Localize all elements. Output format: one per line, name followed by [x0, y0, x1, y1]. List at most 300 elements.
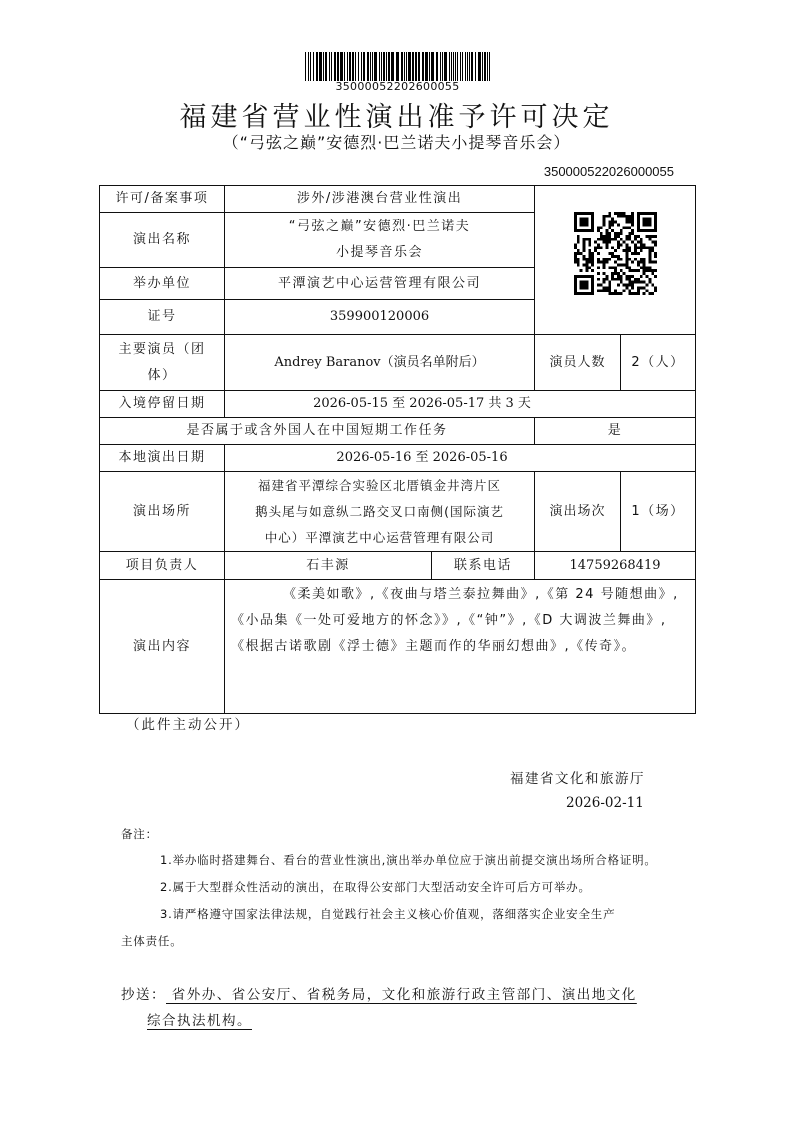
- table-row: [100, 472, 696, 552]
- qr-module: [591, 255, 594, 258]
- barcode-bar: [352, 52, 354, 81]
- qr-module: [576, 261, 579, 264]
- barcode-bar: [308, 52, 309, 81]
- barcode-bar: [471, 52, 473, 81]
- qr-module: [628, 269, 631, 272]
- qr-module: [651, 249, 654, 252]
- qr-module: [596, 272, 599, 275]
- table-row: [100, 391, 696, 418]
- qr-module: [634, 246, 637, 249]
- qr-module: [574, 243, 577, 246]
- qr-module: [599, 238, 602, 241]
- barcode-bar: [460, 52, 461, 81]
- qr-module: [582, 258, 585, 261]
- qr-module: [596, 258, 599, 261]
- barcode-bar: [305, 52, 306, 81]
- qr-module: [636, 269, 639, 272]
- qr-module: [611, 229, 614, 232]
- qr-module: [602, 238, 605, 241]
- qr-module: [594, 249, 597, 252]
- qr-module: [648, 249, 651, 252]
- qr-module: [648, 238, 651, 241]
- venue-label: 演出场所: [100, 472, 225, 552]
- barcode-bar: [449, 52, 450, 81]
- qr-module: [585, 269, 588, 272]
- qr-module: [608, 232, 611, 235]
- show-name-value: [225, 213, 535, 268]
- qr-module: [634, 281, 637, 284]
- qr-module: [605, 286, 608, 289]
- main-performer-value: Andrey Baranov（演员名单附后）: [225, 335, 535, 391]
- barcode-bar: [442, 52, 443, 81]
- qr-module: [602, 286, 605, 289]
- qr-module: [619, 264, 622, 267]
- qr-module: [619, 278, 622, 281]
- qr-module: [654, 243, 657, 246]
- qr-module: [605, 261, 608, 264]
- barcode-bar: [455, 52, 456, 81]
- qr-module: [631, 221, 634, 224]
- qr-module: [631, 229, 634, 232]
- show-name-label: 演出名称: [100, 213, 225, 268]
- qr-module: [605, 289, 608, 292]
- show-count-value: 1（场）: [621, 472, 696, 552]
- qr-module: [625, 278, 628, 281]
- qr-module: [596, 278, 599, 281]
- qr-module: [648, 266, 651, 269]
- cc-block: [121, 982, 681, 1034]
- qr-module: [654, 241, 657, 244]
- barcode-bar: [487, 52, 488, 81]
- barcode-bar: [355, 52, 356, 81]
- qr-module: [628, 235, 631, 238]
- barcode-bar: [379, 52, 380, 81]
- qr-module: [642, 258, 645, 261]
- qr-module: [582, 241, 585, 244]
- barcode-bar: [370, 52, 371, 81]
- qr-module: [616, 241, 619, 244]
- qr-module: [619, 212, 622, 215]
- barcode-bar: [462, 52, 463, 81]
- performer-count-label: 演员人数: [535, 335, 621, 391]
- qr-module: [642, 269, 645, 272]
- qr-module: [611, 238, 614, 241]
- qr-module: [616, 284, 619, 287]
- qr-module: [611, 272, 614, 275]
- qr-module: [651, 246, 654, 249]
- qr-module: [614, 261, 617, 264]
- qr-module: [654, 252, 657, 255]
- barcode-bar: [313, 52, 314, 81]
- qr-module: [588, 241, 591, 244]
- barcode-bar: [431, 52, 434, 81]
- qr-module: [608, 284, 611, 287]
- qr-module: [611, 255, 614, 258]
- qr-module: [602, 281, 605, 284]
- barcode-bar: [440, 52, 441, 81]
- qr-module: [576, 264, 579, 267]
- barcode-bar: [381, 52, 382, 81]
- qr-module: [614, 272, 617, 275]
- qr-module: [645, 235, 648, 238]
- local-dates-label: 本地演出日期: [100, 445, 225, 472]
- qr-module: [631, 232, 634, 235]
- qr-module: [616, 232, 619, 235]
- qr-module: [608, 235, 611, 238]
- qr-module: [596, 226, 599, 229]
- qr-module: [594, 246, 597, 249]
- qr-module: [616, 215, 619, 218]
- qr-module: [636, 286, 639, 289]
- qr-module: [616, 278, 619, 281]
- barcode-bar: [465, 52, 466, 81]
- qr-module: [625, 286, 628, 289]
- barcode-bar: [484, 52, 486, 81]
- note-item: 1.举办临时搭建舞台、看台的营业性演出,演出举办单位应于演出前提交演出场所合格证明。: [160, 853, 657, 867]
- barcode-bar: [436, 52, 438, 81]
- qr-module: [608, 292, 611, 295]
- qr-module: [596, 266, 599, 269]
- qr-module: [631, 292, 634, 295]
- qr-module: [654, 261, 657, 264]
- show-count-label: 演出场次: [535, 472, 621, 552]
- qr-module: [605, 278, 608, 281]
- qr-module: [619, 275, 622, 278]
- qr-module: [636, 261, 639, 264]
- qr-module: [639, 238, 642, 241]
- public-note: （此件主动公开）: [126, 717, 250, 733]
- qr-module: [602, 264, 605, 267]
- qr-module: [645, 269, 648, 272]
- qr-module: [625, 284, 628, 287]
- qr-module: [631, 261, 634, 264]
- project-lead-label: 项目负责人: [100, 552, 225, 580]
- qr-module: [599, 289, 602, 292]
- qr-module: [605, 258, 608, 261]
- qr-module: [616, 223, 619, 226]
- qr-module: [608, 258, 611, 261]
- qr-module: [631, 223, 634, 226]
- qr-module: [574, 258, 577, 261]
- qr-module: [631, 275, 634, 278]
- qr-module: [631, 215, 634, 218]
- qr-module: [645, 275, 648, 278]
- qr-module: [636, 289, 639, 292]
- qr-module: [611, 266, 614, 269]
- qr-module: [619, 281, 622, 284]
- document-number: 350000522026000055: [543, 164, 674, 179]
- qr-module: [636, 241, 639, 244]
- qr-module: [651, 284, 654, 287]
- qr-module: [616, 264, 619, 267]
- barcode-bar: [329, 52, 330, 81]
- qr-module: [654, 255, 657, 258]
- qr-module: [596, 243, 599, 246]
- issuer: 福建省文化和旅游厅: [510, 771, 645, 787]
- qr-module: [631, 241, 634, 244]
- qr-module: [614, 232, 617, 235]
- qr-module: [614, 289, 617, 292]
- qr-module: [588, 261, 591, 264]
- barcode-bar: [412, 52, 414, 81]
- main-performer-label: 主要演员（团体）: [100, 335, 225, 391]
- qr-module: [639, 281, 642, 284]
- barcode-bar: [425, 52, 428, 81]
- qr-module: [628, 278, 631, 281]
- barcode-bar: [406, 52, 407, 81]
- qr-module: [588, 255, 591, 258]
- barcode-bar: [475, 52, 476, 81]
- qr-module: [654, 235, 657, 238]
- cc-recipients-line1: 省外办、省公安厅、省税务局，文化和旅游行政主管部门、演出地文化: [166, 987, 637, 1003]
- qr-module: [619, 292, 622, 295]
- qr-module: [576, 252, 579, 255]
- table-row: [100, 335, 696, 391]
- qr-module: [608, 286, 611, 289]
- qr-module: [622, 249, 625, 252]
- qr-module: [628, 215, 631, 218]
- qr-module: [622, 226, 625, 229]
- barcode-bar: [358, 52, 359, 81]
- qr-module: [611, 275, 614, 278]
- qr-finder: [579, 218, 588, 227]
- qr-module: [605, 241, 608, 244]
- qr-module: [614, 238, 617, 241]
- note-item: 2.属于大型群众性活动的演出，在取得公安部门大型活动安全许可后方可举办。: [160, 880, 591, 894]
- qr-module: [579, 269, 582, 272]
- qr-module: [596, 246, 599, 249]
- qr-module: [625, 215, 628, 218]
- qr-module: [648, 235, 651, 238]
- qr-module: [654, 275, 657, 278]
- note-item: 3.请严格遵守国家法律法规，自觉践行社会主义核心价值观，落细落实企业安全生产: [160, 907, 616, 921]
- barcode-bar: [422, 52, 424, 81]
- qr-module: [631, 212, 634, 215]
- qr-module: [642, 246, 645, 249]
- qr-module: [648, 246, 651, 249]
- qr-module: [602, 235, 605, 238]
- qr-module: [628, 266, 631, 269]
- short-term-work-value: 是: [535, 418, 696, 445]
- qr-module: [585, 238, 588, 241]
- qr-module: [636, 278, 639, 281]
- qr-module: [616, 246, 619, 249]
- qr-module: [651, 292, 654, 295]
- program-label: 演出内容: [100, 580, 225, 714]
- qr-module: [636, 246, 639, 249]
- qr-module: [645, 284, 648, 287]
- qr-module: [591, 258, 594, 261]
- qr-module: [642, 266, 645, 269]
- barcode-bar: [361, 52, 362, 81]
- barcode-bar: [347, 52, 348, 81]
- qr-module: [625, 261, 628, 264]
- qr-module: [648, 281, 651, 284]
- barcode-bar: [408, 52, 411, 81]
- qr-module: [639, 258, 642, 261]
- qr-module: [594, 241, 597, 244]
- qr-module: [605, 215, 608, 218]
- qr-module: [654, 289, 657, 292]
- qr-module: [625, 221, 628, 224]
- qr-module: [608, 212, 611, 215]
- qr-module: [654, 269, 657, 272]
- qr-module: [631, 286, 634, 289]
- qr-module: [596, 284, 599, 287]
- cc-label: 抄送：: [121, 987, 166, 1003]
- qr-module: [625, 258, 628, 261]
- barcode-icon: [305, 52, 490, 81]
- qr-module: [628, 218, 631, 221]
- qr-module: [619, 238, 622, 241]
- venue-line2: 鹅头尾与如意纵二路交叉口南侧(国际演艺: [255, 503, 504, 519]
- qr-module: [585, 258, 588, 261]
- qr-module: [611, 252, 614, 255]
- qr-module: [636, 281, 639, 284]
- qr-module: [639, 243, 642, 246]
- qr-module: [588, 258, 591, 261]
- qr-module: [634, 235, 637, 238]
- qr-module: [602, 241, 605, 244]
- qr-module: [588, 266, 591, 269]
- qr-module: [596, 229, 599, 232]
- qr-module: [642, 264, 645, 267]
- qr-module: [651, 261, 654, 264]
- qr-module: [608, 281, 611, 284]
- qr-module: [634, 243, 637, 246]
- qr-module: [602, 221, 605, 224]
- qr-module: [639, 261, 642, 264]
- qr-module: [651, 241, 654, 244]
- qr-module: [642, 243, 645, 246]
- qr-module: [605, 229, 608, 232]
- qr-module: [574, 255, 577, 258]
- license-no-value: 359900120006: [225, 300, 535, 335]
- qr-module: [614, 249, 617, 252]
- qr-module: [582, 243, 585, 246]
- qr-module: [648, 269, 651, 272]
- qr-module: [605, 238, 608, 241]
- qr-module: [631, 269, 634, 272]
- qr-module: [622, 289, 625, 292]
- barcode-bar: [429, 52, 430, 81]
- qr-module: [639, 266, 642, 269]
- qr-module: [616, 243, 619, 246]
- qr-module: [645, 266, 648, 269]
- performer-count-value: 2（人）: [621, 335, 696, 391]
- table-row: [100, 186, 696, 213]
- qr-module: [628, 281, 631, 284]
- qr-module: [602, 272, 605, 275]
- qr-module: [599, 232, 602, 235]
- qr-module: [616, 255, 619, 258]
- barcode-bar: [331, 52, 332, 81]
- qr-module: [596, 261, 599, 264]
- qr-module: [608, 289, 611, 292]
- barcode-bar: [391, 52, 394, 81]
- qr-module: [639, 286, 642, 289]
- qr-module: [642, 292, 645, 295]
- qr-module: [608, 226, 611, 229]
- permit-table: [99, 185, 696, 714]
- qr-module: [634, 258, 637, 261]
- barcode-bar: [374, 52, 377, 81]
- qr-module: [574, 246, 577, 249]
- qr-module: [636, 252, 639, 255]
- qr-module: [642, 286, 645, 289]
- qr-module: [602, 218, 605, 221]
- qr-module: [634, 249, 637, 252]
- qr-module: [582, 238, 585, 241]
- qr-module: [614, 221, 617, 224]
- qr-module: [616, 212, 619, 215]
- qr-module: [608, 221, 611, 224]
- barcode-bar: [404, 52, 405, 81]
- qr-module: [622, 272, 625, 275]
- qr-module: [605, 275, 608, 278]
- qr-module: [588, 249, 591, 252]
- qr-module: [636, 292, 639, 295]
- qr-module: [631, 284, 634, 287]
- organizer-value: 平潭演艺中心运营管理有限公司: [225, 268, 535, 300]
- qr-module: [585, 264, 588, 267]
- qr-module: [599, 284, 602, 287]
- organizer-label: 举办单位: [100, 268, 225, 300]
- qr-module: [579, 252, 582, 255]
- qr-module: [628, 249, 631, 252]
- barcode-number: 35000052202600055: [335, 80, 460, 93]
- qr-module: [616, 292, 619, 295]
- barcode-bar: [415, 52, 417, 81]
- qr-module: [625, 243, 628, 246]
- qr-module: [634, 252, 637, 255]
- qr-module: [596, 289, 599, 292]
- qr-module: [599, 235, 602, 238]
- qr-module: [576, 241, 579, 244]
- program-value: 《柔美如歌》,《夜曲与塔兰泰拉舞曲》,《第 24 号随想曲》,《小品集《一处可爱地方的怀念》》,《“钟”》,《D 大调波兰舞曲》,《根据古诺歌剧《浮士德》主题而作的华丽幻想曲》,《传奇》。: [225, 580, 696, 714]
- qr-module: [648, 278, 651, 281]
- qr-module: [648, 292, 651, 295]
- barcode-bar: [325, 52, 327, 81]
- qr-module: [628, 258, 631, 261]
- qr-module: [625, 238, 628, 241]
- qr-module: [611, 246, 614, 249]
- short-term-work-label: 是否属于或含外国人在中国短期工作任务: [100, 418, 535, 445]
- barcode-bar: [418, 52, 420, 81]
- show-name-line1: “弓弦之巅”安德烈·巴兰诺夫: [288, 219, 471, 234]
- barcode-bar: [323, 52, 324, 81]
- qr-module: [625, 235, 628, 238]
- qr-module: [628, 246, 631, 249]
- barcode-bar: [340, 52, 343, 81]
- qr-module: [614, 266, 617, 269]
- table-row: [100, 445, 696, 472]
- qr-module: [602, 266, 605, 269]
- qr-module: [591, 252, 594, 255]
- qr-module: [622, 264, 625, 267]
- issue-date: 2026-02-11: [566, 795, 644, 811]
- qr-module: [576, 258, 579, 261]
- qr-module: [616, 258, 619, 261]
- barcode-bar: [388, 52, 390, 81]
- qr-module: [628, 226, 631, 229]
- qr-module: [608, 266, 611, 269]
- qr-module: [639, 249, 642, 252]
- barcode-bar: [372, 52, 373, 81]
- qr-module: [602, 278, 605, 281]
- qr-module: [616, 235, 619, 238]
- qr-module: [582, 264, 585, 267]
